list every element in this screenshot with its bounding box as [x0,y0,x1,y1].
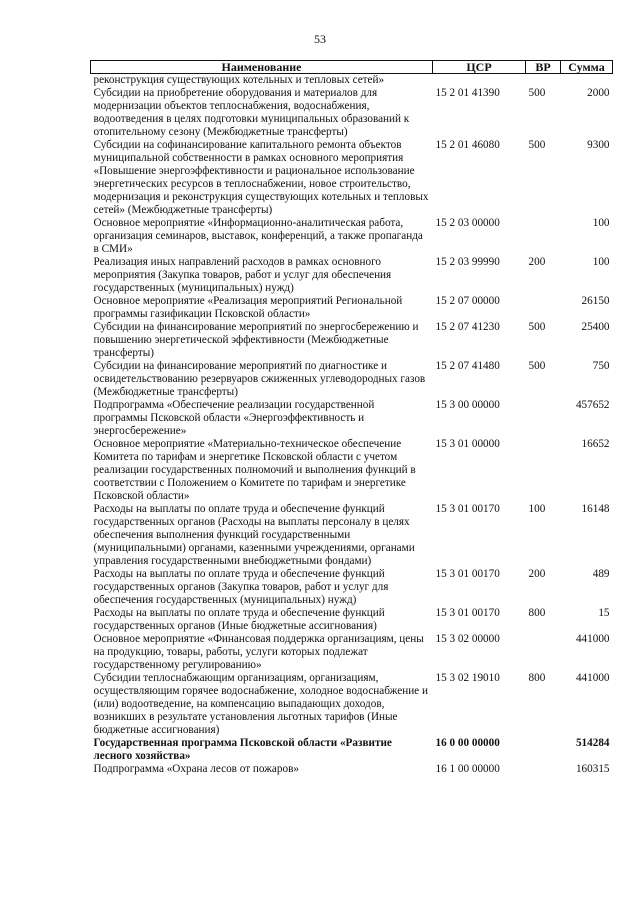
table-row [91,763,613,776]
cell-sum: 9300 [587,139,610,151]
cell-name: Основное мероприятие «Финансовая поддержка организациям, цены на продукцию, товары, работы, услуги которых подлежат государственному регулированию» [93,633,424,671]
cell-csr: 15 3 01 00170 [435,568,500,580]
cell-vr: 800 [528,672,546,684]
cell-vr [526,737,561,763]
cell-name: Субсидии на финансирование мероприятий по энергосбережению и повышению энергетической эффективности (Межбюджетные трансферты) [93,321,419,359]
cell-csr: 15 2 07 41230 [435,321,500,333]
cell-vr [526,295,561,321]
cell-csr: 15 2 03 99990 [435,256,500,268]
cell-name: Субсидии на приобретение оборудования и материалов для модернизации объектов теплоснабжения, водоснабжения, водоотведения в целях подготовки муниципальных образований к отопительному сезону (Межбюджетные трансферты) [93,87,410,138]
table-row [91,360,613,399]
cell-vr [526,438,561,503]
cell-name: Субсидии на финансирование мероприятий по диагностике и освидетельствованию резервуаров сжиженных углеводородных газов (Межбюджетные трансферты) [93,360,426,398]
table-row [91,438,613,503]
table-row [91,295,613,321]
cell-name: Расходы на выплаты по оплате труда и обеспечение функций государственных органов (Расходы на выплаты персоналу в целях обеспечения выполнения функций государственными (муниципальными) органами, казенными учреждениями, органами управления государственными внебюджетными фондами) [93,503,415,567]
cell-csr: 15 2 07 41480 [435,360,500,372]
cell-csr: 16 1 00 00000 [435,763,500,775]
cell-csr: 15 3 02 00000 [435,633,500,645]
table-row [91,503,613,568]
cell-csr: 15 2 07 00000 [435,295,500,307]
header-vr: ВР [526,61,561,74]
cell-vr: 500 [528,87,546,99]
cell-vr [526,399,561,438]
cell-csr: 15 3 02 19010 [435,672,500,684]
header-name: Наименование [91,61,433,74]
header-csr: ЦСР [433,61,526,74]
header-sum: Сумма [561,61,613,74]
table-row [91,607,613,633]
cell-csr: 15 2 01 41390 [435,87,500,99]
cell-vr: 100 [528,503,546,515]
cell-name: Подпрограмма «Обеспечение реализации государственной программы Псковской области «Энергоэффективность и энергосбережение» [93,399,375,437]
cell-name: Расходы на выплаты по оплате труда и обеспечение функций государственных органов (Закупка товаров, работ и услуг для обеспечения государственных (муниципальных) нужд) [93,568,389,606]
cell-csr: 15 3 01 00000 [435,438,500,450]
cell-sum: 100 [592,256,610,268]
table-row [91,74,613,88]
cell-vr: 200 [528,256,546,268]
table-row [91,399,613,438]
cell-sum: 750 [592,360,610,372]
cell-sum: 25400 [581,321,610,333]
cell-vr: 500 [528,139,546,151]
cell-name: Основное мероприятие «Материально-техническое обеспечение Комитета по тарифам и энергетике Псковской области с учетом реализации государственных полномочий и выполнения функций в соответствии с Положением о Комитете по тарифам и энергетике Псковской области» [93,438,416,502]
cell-csr: 15 2 01 46080 [435,139,500,151]
cell-name: Подпрограмма «Охрана лесов от пожаров» [93,763,299,775]
cell-sum: 514284 [575,737,610,749]
cell-name: Основное мероприятие «Информационно-аналитическая работа, организация семинаров, выставок, конференций, а также пропаганда в СМИ» [93,217,423,255]
cell-csr: 16 0 00 00000 [435,737,500,749]
cell-vr [526,633,561,672]
table-row [91,139,613,217]
budget-table [90,60,613,776]
cell-csr [433,74,526,88]
cell-name: Субсидии на софинансирование капитального ремонта объектов муниципальной собственности в рамках основного мероприятия «Повышение энергоэффективности и рациональное использование энергетических ресурсов в теплоснабжении, новое строительство, модернизация и реконструкция существующих котельных и тепловых сетей» (Межбюджетные трансферты) [93,139,429,216]
cell-csr: 15 2 03 00000 [435,217,500,229]
cell-sum: 16652 [581,438,610,450]
cell-sum: 441000 [575,672,610,684]
cell-vr: 200 [528,568,546,580]
cell-sum: 2000 [587,87,610,99]
page-number: 53 [314,32,326,46]
cell-sum: 441000 [575,633,610,645]
cell-vr: 500 [528,360,546,372]
table-row [91,672,613,737]
table-row [91,737,613,763]
table-row [91,217,613,256]
table-row [91,256,613,295]
cell-csr: 15 3 00 00000 [435,399,500,411]
cell-vr [526,763,561,776]
table-row [91,568,613,607]
table-row [91,633,613,672]
cell-sum: 16148 [581,503,610,515]
cell-name: реконструкция существующих котельных и тепловых сетей» [93,74,385,86]
cell-vr: 800 [528,607,546,619]
cell-vr [526,217,561,256]
cell-name: Реализация иных направлений расходов в рамках основного мероприятия (Закупка товаров, работ и услуг для обеспечения государственных (муниципальных) нужд) [93,256,392,294]
table-header-row [91,61,613,74]
table-row [91,321,613,360]
cell-vr [526,74,561,88]
table-body [91,74,613,777]
cell-vr: 500 [528,321,546,333]
table-row [91,87,613,139]
cell-name: Субсидии теплоснабжающим организациям, организациям, осуществляющим горячее водоснабжение, холодное водоснабжение и (или) водоотведение, на компенсацию выпадающих доходов, возникших в результате установления льготных тарифов (Иные бюджетные ассигнования) [93,672,428,736]
cell-sum: 100 [592,217,610,229]
cell-sum: 15 [598,607,610,619]
cell-sum: 160315 [575,763,610,775]
cell-csr: 15 3 01 00170 [435,607,500,619]
cell-name: Государственная программа Псковской области «Развитие лесного хозяйства» [93,737,392,762]
cell-sum: 457652 [575,399,610,411]
cell-name: Расходы на выплаты по оплате труда и обеспечение функций государственных органов (Иные бюджетные ассигнования) [93,607,385,632]
cell-sum [561,74,613,88]
cell-sum: 489 [592,568,610,580]
cell-sum: 26150 [581,295,610,307]
cell-name: Основное мероприятие «Реализация мероприятий Региональной программы газификации Псковской области» [93,295,403,320]
cell-csr: 15 3 01 00170 [435,503,500,515]
